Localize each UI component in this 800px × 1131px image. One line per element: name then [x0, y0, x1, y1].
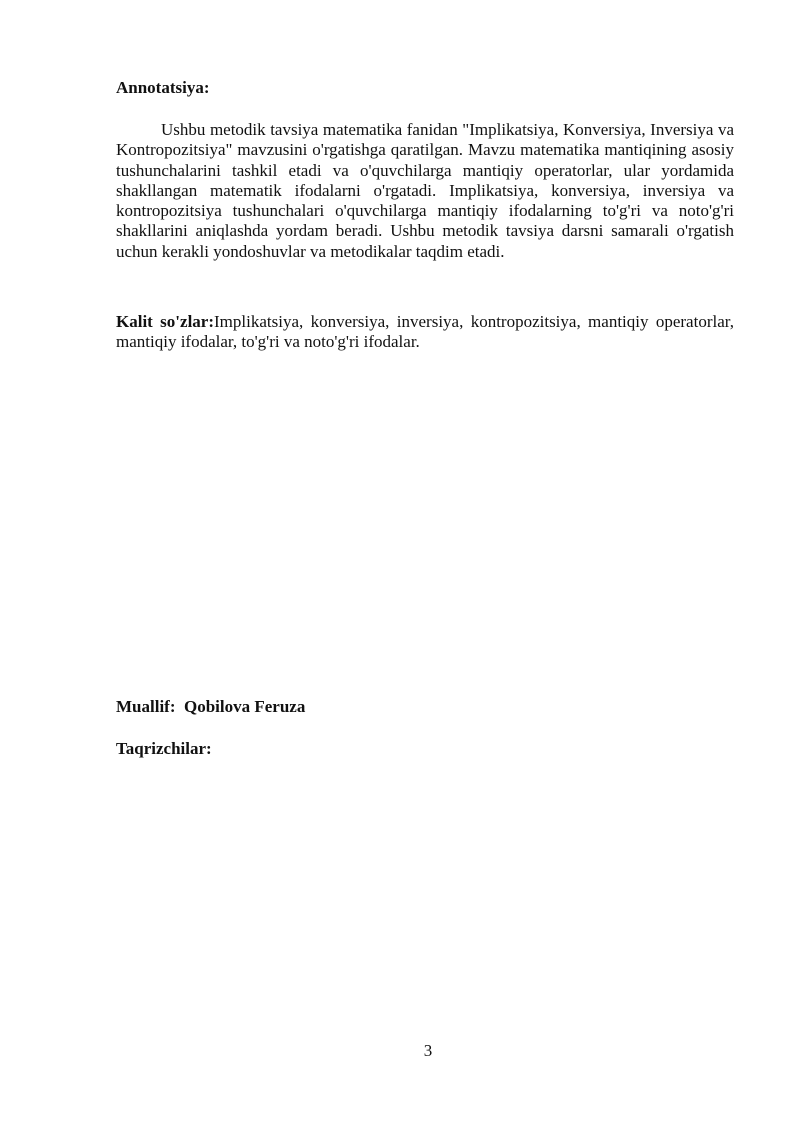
- keywords-text: Implikatsiya, konversiya, inversiya, kontropozitsiya, mantiqiy operatorlar, mantiqiy ifodalar, to'g'ri va noto'g'ri ifodalar.: [116, 312, 734, 352]
- keywords-label: Kalit so'zlar:: [116, 312, 214, 331]
- annotation-body: Ushbu metodik tavsiya matematika fanidan "Implikatsiya, Konversiya, Inversiya va Kontropozitsiya" mavzusini o'rgatishga qaratilgan. Mavzu matematika mantiqining asosiy tushunchalarini tashkil etadi va o'quvchilarga mantiqiy operatorlar, ular yordamida shakllangan matematik ifodalarni o'rgatadi. Implikatsiya, konversiya, inversiya va kontropozitsiya tushunchalari o'quvchilarga mantiqiy ifodalarning to'g'ri va noto'g'ri shakllarini aniqlashda yordam beradi. Ushbu metodik tavsiya darsni samarali o'rgatish uchun kerakli yondoshuvlar va metodikalar taqdim etadi.: [116, 120, 734, 261]
- author-name: Qobilova Feruza: [184, 697, 306, 716]
- author-label: Muallif:: [116, 697, 176, 716]
- page-number: 3: [423, 1041, 433, 1060]
- reviewers-heading: Taqrizchilar:: [116, 739, 212, 758]
- keywords-paragraph: [116, 312, 734, 353]
- author-line: [116, 697, 305, 717]
- annotation-heading: Annotatsiya:: [116, 78, 210, 97]
